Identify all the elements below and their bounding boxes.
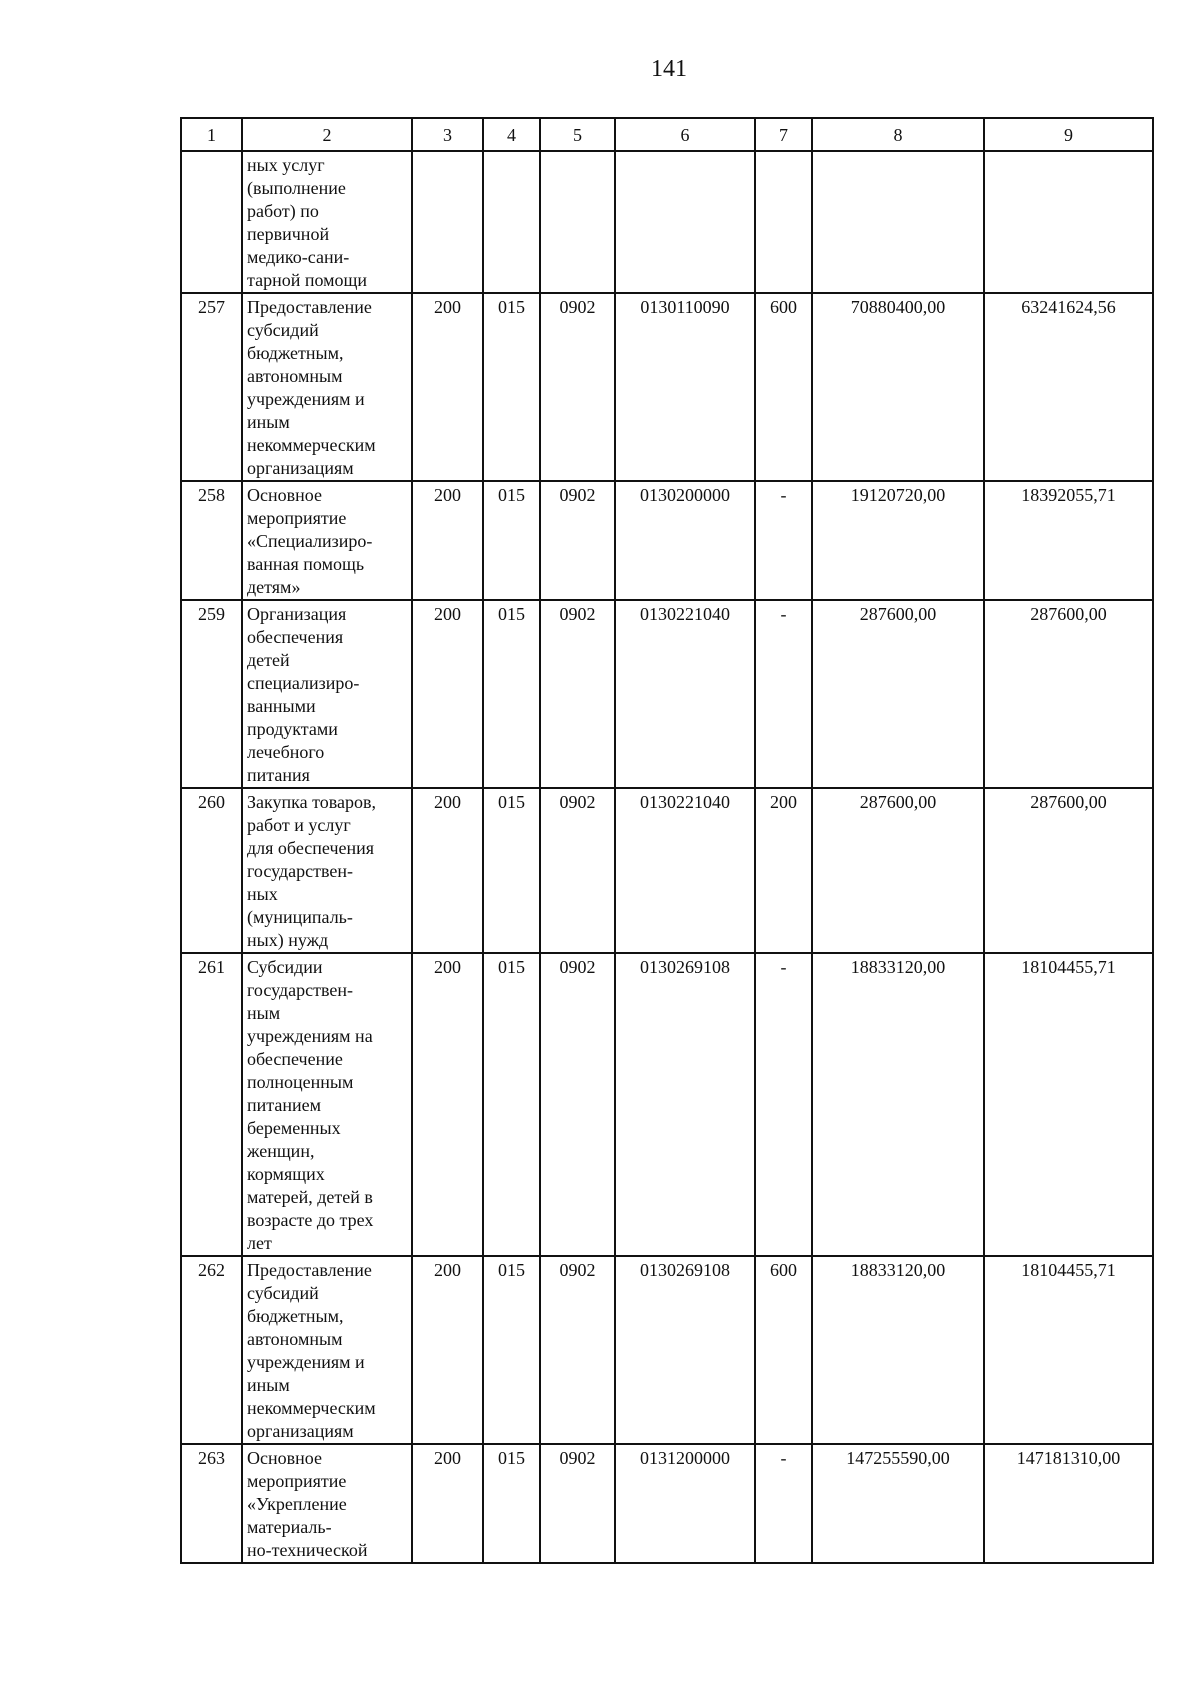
item-name-cell [242,481,412,600]
amount-cell: 70880400,00 [812,293,984,481]
item-name-line: (муниципаль- [247,907,353,927]
amount-cell: 18104455,71 [984,953,1153,1256]
amount-cell: 19120720,00 [812,481,984,600]
item-name-line: учреждениям и [247,389,365,409]
item-name-line: Основное [247,485,322,505]
expense-type-cell [755,151,812,293]
expense-type-cell: - [755,600,812,788]
row-number-cell: 263 [181,1444,242,1563]
table-row [181,481,1153,600]
row-number-cell: 261 [181,953,242,1256]
item-name-line: Предоставление [247,1260,372,1280]
code-cell [483,151,540,293]
column-header: 2 [242,118,412,151]
column-header: 9 [984,118,1153,151]
item-name-line: обеспечения [247,627,344,647]
row-number-cell: 259 [181,600,242,788]
column-header: 7 [755,118,812,151]
table-row [181,788,1153,953]
code-cell: 200 [412,788,483,953]
amount-cell: 287600,00 [812,600,984,788]
row-number-cell: 258 [181,481,242,600]
item-name-line: автономным [247,366,343,386]
table-row [181,293,1153,481]
amount-cell: 287600,00 [984,788,1153,953]
item-name-line: учреждениям на [247,1026,373,1046]
expense-type-cell: 600 [755,293,812,481]
item-name-line: полноценным [247,1072,354,1092]
item-name-line: медико-сани- [247,247,350,267]
item-name-line: автономным [247,1329,343,1349]
target-article-cell: 0130110090 [615,293,755,481]
code-cell: 200 [412,1444,483,1563]
item-name-line: женщин, [247,1141,315,1161]
column-header: 5 [540,118,615,151]
table-body [181,151,1153,1563]
item-name-line: лечебного [247,742,325,762]
item-name-line: (выполнение [247,178,346,198]
section-cell: 0902 [540,953,615,1256]
item-name-cell [242,953,412,1256]
item-name-line: ванная помощь [247,554,365,574]
item-name-line: питания [247,765,310,785]
section-cell: 0902 [540,1444,615,1563]
code-cell: 015 [483,600,540,788]
item-name-line: ным [247,1003,281,1023]
table-row [181,953,1153,1256]
expense-type-cell: 200 [755,788,812,953]
item-name-line: детям» [247,577,301,597]
row-number-cell: 260 [181,788,242,953]
code-cell: 200 [412,481,483,600]
amount-cell: 63241624,56 [984,293,1153,481]
item-name-line: субсидий [247,320,319,340]
item-name-line: ных [247,884,278,904]
item-name-line: кормящих [247,1164,325,1184]
code-cell: 200 [412,1256,483,1444]
amount-cell: 287600,00 [984,600,1153,788]
amount-cell [812,151,984,293]
column-header: 8 [812,118,984,151]
item-name-line: ванными [247,696,316,716]
item-name-cell [242,1256,412,1444]
row-number-cell: 257 [181,293,242,481]
item-name-line: некоммерческим [247,435,376,455]
item-name-cell [242,151,412,293]
budget-table [180,117,1154,1564]
item-name-line: бюджетным, [247,1306,344,1326]
target-article-cell: 0130221040 [615,788,755,953]
code-cell: 015 [483,788,540,953]
item-name-line: матерей, детей в [247,1187,373,1207]
item-name-cell [242,293,412,481]
item-name-line: ных услуг [247,155,325,175]
item-name-line: учреждениям и [247,1352,365,1372]
section-cell: 0902 [540,293,615,481]
item-name-line: первичной [247,224,330,244]
amount-cell: 147181310,00 [984,1444,1153,1563]
section-cell [540,151,615,293]
table-row [181,600,1153,788]
item-name-line: государствен- [247,980,354,1000]
item-name-line: Основное [247,1448,322,1468]
table-row [181,1444,1153,1563]
code-cell: 015 [483,1256,540,1444]
target-article-cell: 0131200000 [615,1444,755,1563]
amount-cell: 18833120,00 [812,1256,984,1444]
item-name-line: беременных [247,1118,341,1138]
item-name-line: но-технической [247,1540,368,1560]
item-name-line: продуктами [247,719,338,739]
amount-cell: 18833120,00 [812,953,984,1256]
item-name-line: для обеспечения [247,838,375,858]
item-name-cell [242,1444,412,1563]
code-cell: 015 [483,293,540,481]
target-article-cell: 0130221040 [615,600,755,788]
item-name-line: специализиро- [247,673,360,693]
amount-cell: 287600,00 [812,788,984,953]
code-cell: 200 [412,600,483,788]
item-name-line: возрасте до трех [247,1210,374,1230]
item-name-line: организациям [247,458,354,478]
column-header: 6 [615,118,755,151]
column-header: 1 [181,118,242,151]
item-name-line: «Укрепление [247,1494,347,1514]
amount-cell: 18392055,71 [984,481,1153,600]
item-name-line: Закупка товаров, [247,792,376,812]
item-name-line: субсидий [247,1283,319,1303]
code-cell: 015 [483,481,540,600]
item-name-line: обеспечение [247,1049,343,1069]
code-cell [412,151,483,293]
target-article-cell [615,151,755,293]
code-cell: 200 [412,293,483,481]
section-cell: 0902 [540,1256,615,1444]
expense-type-cell: 600 [755,1256,812,1444]
row-number-cell [181,151,242,293]
target-article-cell: 0130269108 [615,1256,755,1444]
item-name-line: мероприятие [247,1471,347,1491]
expense-type-cell: - [755,481,812,600]
section-cell: 0902 [540,788,615,953]
section-cell: 0902 [540,600,615,788]
expense-type-cell: - [755,1444,812,1563]
item-name-line: детей [247,650,290,670]
item-name-line: бюджетным, [247,343,344,363]
item-name-line: иным [247,412,290,432]
item-name-line: работ) по [247,201,319,221]
column-header: 3 [412,118,483,151]
item-name-line: иным [247,1375,290,1395]
table-row [181,151,1153,293]
expense-type-cell: - [755,953,812,1256]
item-name-line: организациям [247,1421,354,1441]
amount-cell: 18104455,71 [984,1256,1153,1444]
item-name-cell [242,788,412,953]
item-name-line: работ и услуг [247,815,351,835]
item-name-line: лет [247,1233,272,1253]
target-article-cell: 0130200000 [615,481,755,600]
row-number-cell: 262 [181,1256,242,1444]
column-header: 4 [483,118,540,151]
page-number: 141 [651,56,687,82]
item-name-cell [242,600,412,788]
amount-cell: 147255590,00 [812,1444,984,1563]
table-row [181,1256,1153,1444]
item-name-line: ных) нужд [247,930,329,950]
amount-cell [984,151,1153,293]
code-cell: 015 [483,953,540,1256]
target-article-cell: 0130269108 [615,953,755,1256]
item-name-line: «Специализиро- [247,531,373,551]
item-name-line: Субсидии [247,957,323,977]
item-name-line: мероприятие [247,508,347,528]
item-name-line: Организация [247,604,347,624]
item-name-line: государствен- [247,861,354,881]
item-name-line: материаль- [247,1517,332,1537]
item-name-line: некоммерческим [247,1398,376,1418]
item-name-line: питанием [247,1095,321,1115]
item-name-line: тарной помощи [247,270,368,290]
item-name-line: Предоставление [247,297,372,317]
section-cell: 0902 [540,481,615,600]
code-cell: 200 [412,953,483,1256]
header-row [181,118,1153,151]
code-cell: 015 [483,1444,540,1563]
